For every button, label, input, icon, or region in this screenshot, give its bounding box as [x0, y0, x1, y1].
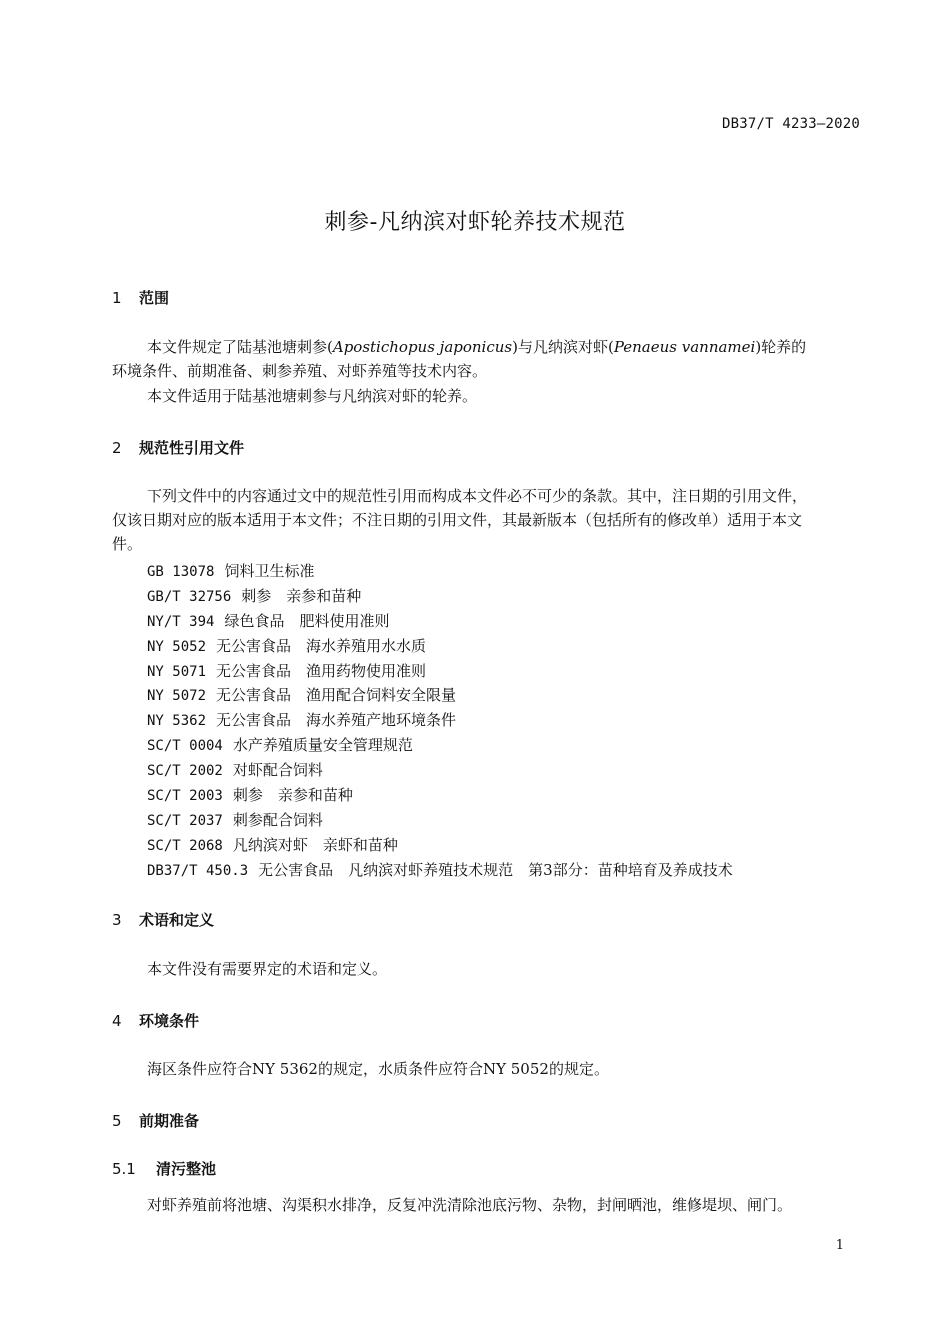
section-number: 5 — [112, 1112, 122, 1130]
paragraph-line: 仅该日期对应的版本适用于本文件；不注日期的引用文件，其最新版本（包括所有的修改单）适用于本文 — [112, 511, 803, 529]
reference-name: 无公害食品 海水养殖用水水质 — [216, 636, 427, 655]
text-run: )与凡纳滨对虾( — [512, 338, 614, 356]
reference-code: GB/T 32756 — [147, 588, 232, 605]
reference-code: SC/T 2037 — [147, 812, 223, 829]
reference-name: 刺参 亲参和苗种 — [241, 586, 362, 605]
reference-code: NY 5362 — [147, 713, 207, 730]
subsection-5-1-heading — [112, 1158, 216, 1179]
text-run: 本文件规定了陆基池塘刺参( — [147, 338, 333, 356]
section-title: 范围 — [139, 289, 170, 307]
page-number: 1 — [835, 1238, 844, 1253]
document-code: DB37/T 4233—2020 — [721, 116, 860, 132]
text-run: )轮养的 — [755, 338, 807, 356]
reference-code: SC/T 2002 — [147, 763, 223, 780]
reference-code: NY/T 394 — [147, 613, 215, 630]
reference-item — [147, 858, 733, 883]
reference-item — [147, 634, 733, 659]
subsection-title: 清污整池 — [156, 1160, 217, 1178]
reference-item — [147, 584, 733, 609]
section-number: 3 — [112, 911, 122, 929]
reference-name: 饲料卫生标准 — [224, 562, 315, 580]
section-title: 术语和定义 — [139, 911, 215, 929]
reference-item — [147, 609, 733, 634]
reference-code: NY 5072 — [147, 688, 207, 705]
reference-item — [147, 758, 733, 783]
section-4-heading — [112, 1010, 199, 1031]
latin-species-name: Apostichopus japonicus — [332, 338, 513, 356]
reference-item — [147, 659, 733, 684]
section-title: 前期准备 — [139, 1112, 200, 1130]
reference-name: 无公害食品 渔用配合饲料安全限量 — [216, 686, 457, 705]
reference-item — [147, 733, 733, 758]
reference-item — [147, 559, 733, 584]
section-title: 环境条件 — [139, 1012, 200, 1030]
reference-code: SC/T 2003 — [147, 788, 223, 805]
reference-code: GB 13078 — [147, 564, 215, 580]
section-3-heading — [112, 909, 214, 930]
section-number: 2 — [112, 439, 122, 457]
reference-item — [147, 708, 733, 733]
reference-item — [147, 683, 733, 708]
reference-name: 刺参配合饲料 — [232, 810, 323, 829]
reference-item — [147, 808, 733, 833]
reference-name: 凡纳滨对虾 亲虾和苗种 — [232, 835, 398, 854]
section-title: 规范性引用文件 — [139, 439, 245, 457]
section-2-paragraph-1 — [112, 484, 862, 556]
paragraph-line — [112, 335, 862, 359]
reference-name: 刺参 亲参和苗种 — [232, 786, 353, 805]
reference-item — [147, 833, 733, 858]
section-1-heading — [112, 287, 169, 308]
reference-name: 绿色食品 肥料使用准则 — [224, 611, 390, 630]
section-4-paragraph-1: 海区条件应符合NY 5362的规定，水质条件应符合NY 5052的规定。 — [147, 1060, 609, 1078]
section-number: 4 — [112, 1012, 122, 1030]
paragraph-line: 件。 — [112, 535, 143, 553]
subsection-number: 5.1 — [112, 1160, 136, 1178]
reference-code: NY 5071 — [147, 663, 207, 680]
section-1-paragraph-2: 本文件适用于陆基池塘刺参与凡纳滨对虾的轮养。 — [147, 387, 478, 405]
section-number: 1 — [112, 289, 122, 307]
paragraph-line: 下列文件中的内容通过文中的规范性引用而构成本文件必不可少的条款。其中，注日期的引用文件， — [147, 487, 808, 505]
reference-name: 无公害食品 渔用药物使用准则 — [216, 661, 427, 680]
reference-code: DB37/T 450.3 — [147, 862, 249, 879]
reference-code: SC/T 0004 — [147, 738, 223, 755]
reference-name: 水产养殖质量安全管理规范 — [232, 736, 413, 755]
reference-item — [147, 783, 733, 808]
reference-name: 无公害食品 凡纳滨对虾养殖技术规范 第3部分：苗种培育及养成技术 — [258, 860, 733, 879]
document-title: 刺参-凡纳滨对虾轮养技术规范 — [324, 210, 626, 235]
paragraph-line: 环境条件、前期准备、刺参养殖、对虾养殖等技术内容。 — [112, 362, 488, 380]
reference-name: 无公害食品 海水养殖产地环境条件 — [216, 711, 457, 730]
section-3-paragraph-1: 本文件没有需要界定的术语和定义。 — [147, 960, 388, 978]
normative-reference-list — [147, 559, 733, 883]
reference-name: 对虾配合饲料 — [232, 761, 323, 780]
section-5-heading — [112, 1110, 199, 1131]
latin-species-name: Penaeus vannamei — [613, 338, 756, 356]
subsection-5-1-paragraph-1: 对虾养殖前将池塘、沟渠积水排净，反复冲洗清除池底污物、杂物，封闸晒池，维修堤坝、闸门。 — [147, 1196, 793, 1214]
reference-code: SC/T 2068 — [147, 837, 223, 854]
section-1-paragraph-1 — [112, 335, 862, 383]
reference-code: NY 5052 — [147, 638, 207, 655]
section-2-heading — [112, 437, 244, 458]
